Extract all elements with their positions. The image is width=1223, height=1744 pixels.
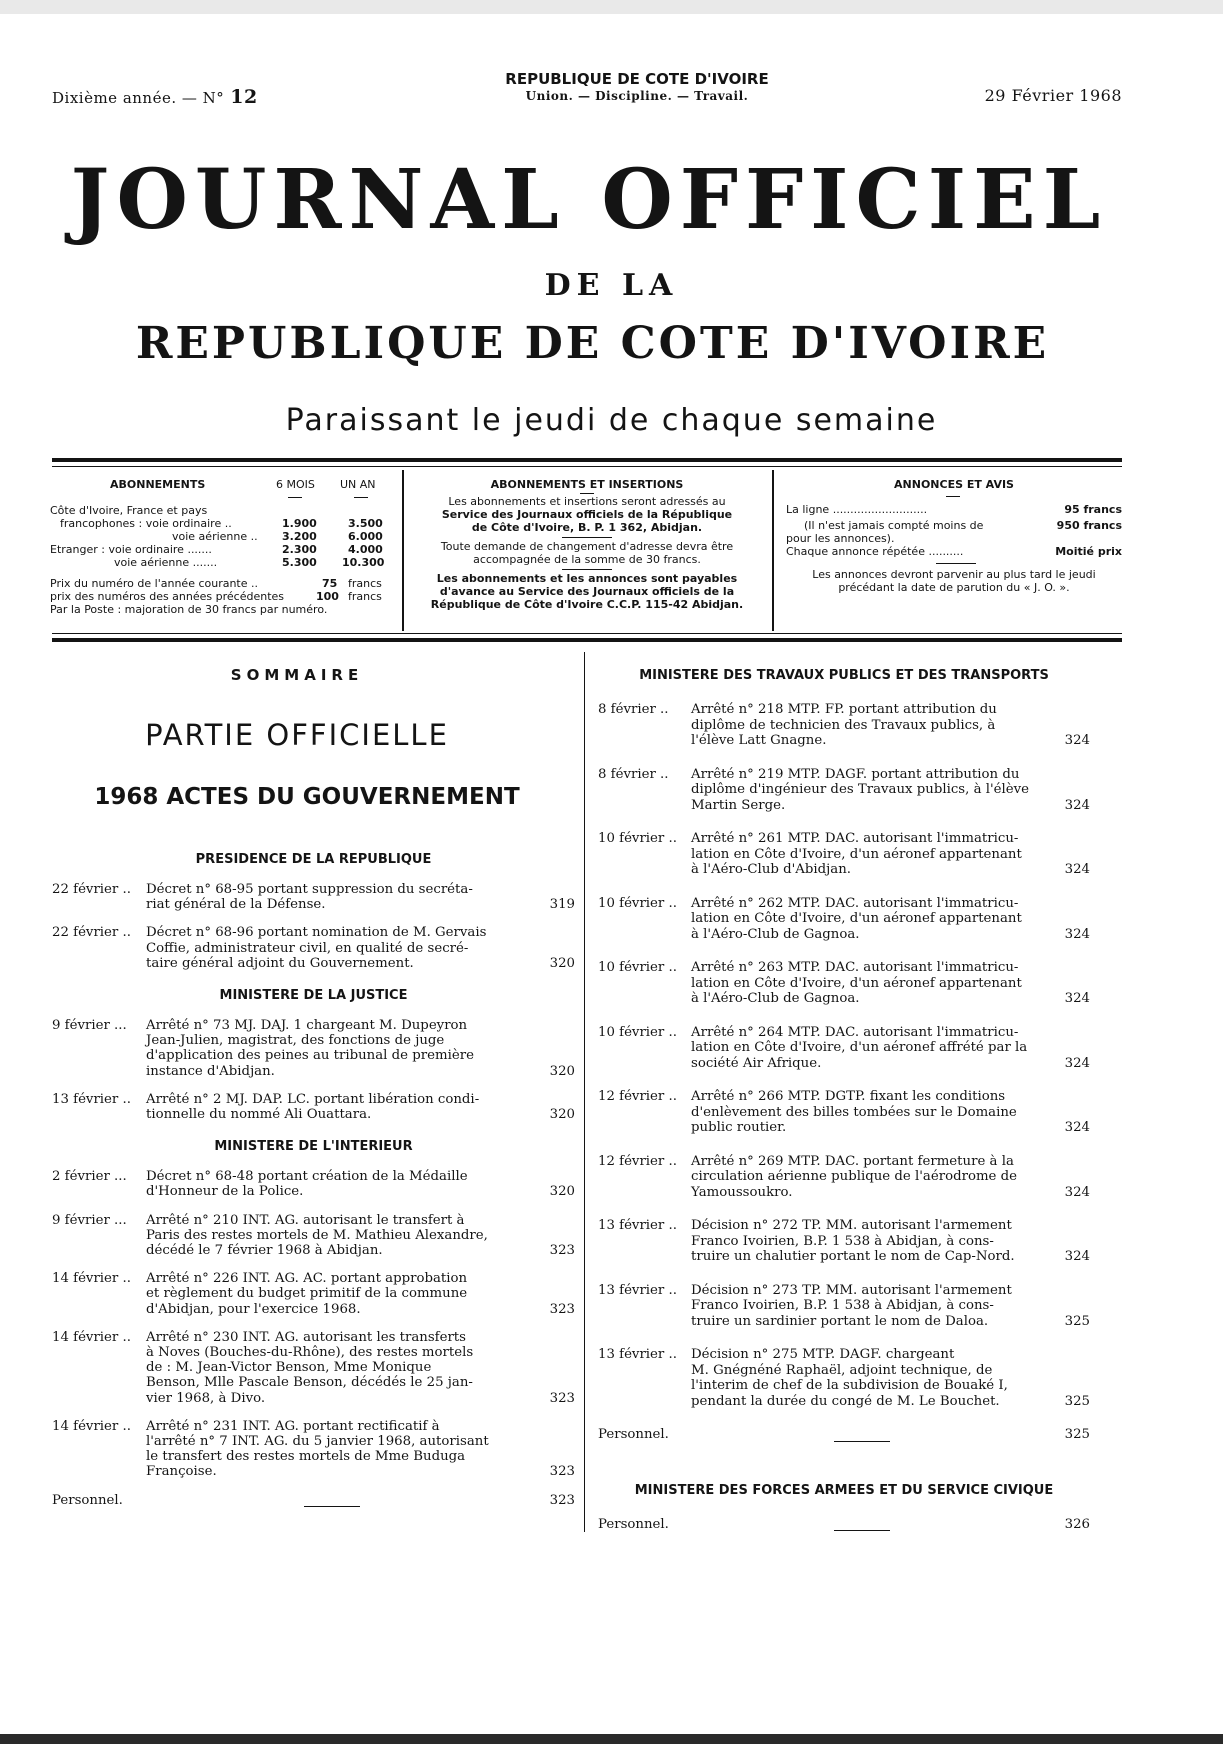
entry-text xyxy=(146,1213,529,1259)
sub-row-six: 5.300 xyxy=(282,556,317,569)
sub-row-six: 2.300 xyxy=(282,543,317,556)
entry-line: diplôme de technicien des Travaux publics, à xyxy=(691,717,996,733)
toc-entry xyxy=(52,1213,575,1259)
personnel-entry xyxy=(598,1427,1090,1443)
entry-page: 320 xyxy=(549,1106,575,1122)
entry-line: société Air Afrique. xyxy=(691,1055,822,1071)
entry-page: 324 xyxy=(1064,926,1090,942)
entry-text xyxy=(691,1218,1044,1265)
section-heading: PRESIDENCE DE LA REPUBLIQUE xyxy=(195,852,432,867)
entry-text xyxy=(691,960,1044,1007)
entry-line: Jean-Julien, magistrat, des fonctions de juge xyxy=(146,1033,445,1049)
deadline-a: Les annonces devront parvenir au plus tard le jeudi xyxy=(812,568,1096,581)
toc-entry xyxy=(598,1089,1090,1136)
entry-date: 10 février .. xyxy=(598,1024,677,1040)
header-line xyxy=(52,70,1122,130)
entry-page: 320 xyxy=(549,1184,575,1200)
entry-text xyxy=(146,925,529,971)
entry-line: truire un chalutier portant le nom de Cap-Nord. xyxy=(691,1249,1015,1264)
entry-line: circulation aérienne publique de l'aérodrome de xyxy=(691,1169,1018,1184)
entry-text xyxy=(691,702,1044,749)
entry-page: 324 xyxy=(1064,1184,1090,1200)
entry-text xyxy=(691,1154,1044,1201)
sub-row-label: voie aérienne .. xyxy=(172,530,258,543)
rule-top-thin xyxy=(52,466,1122,467)
entry-page: 323 xyxy=(549,1464,575,1480)
insertions-p2-a: Toute demande de changement d'adresse devra être xyxy=(440,540,734,553)
entry-page: 323 xyxy=(549,1390,575,1406)
personnel-entry xyxy=(52,1493,575,1508)
toc-entry xyxy=(52,1092,575,1122)
entry-line: Arrêté n° 219 MTP. DAGF. portant attribution du xyxy=(691,766,1020,782)
col-one-year: UN AN xyxy=(340,478,376,491)
personnel-label: Personnel. xyxy=(598,1516,669,1532)
subscriptions-insertions-box xyxy=(412,478,762,611)
entry-line: et règlement du budget primitif de la commune xyxy=(146,1286,468,1302)
entry-page: 324 xyxy=(1064,733,1090,748)
toc-entry xyxy=(598,1154,1090,1201)
journal-title: JOURNAL OFFICIEL xyxy=(70,152,1108,248)
rule-bottom-thin xyxy=(52,633,1122,634)
entry-line: à l'Aéro-Club d'Abidjan. xyxy=(691,862,852,877)
dash xyxy=(834,1530,890,1531)
entry-line: public routier. xyxy=(691,1120,787,1135)
deadline-b: précédant la date de parution du « J. O. ». xyxy=(838,581,1070,594)
official-part-heading: PARTIE OFFICIELLE xyxy=(145,718,449,752)
dash xyxy=(562,569,612,570)
rule-top xyxy=(52,458,1122,462)
entry-line: lation en Côte d'Ivoire, d'un aéronef appartenant xyxy=(691,846,1022,862)
entry-date: 12 février .. xyxy=(598,1089,677,1104)
entry-date: 14 février .. xyxy=(52,1329,131,1345)
box-divider-2 xyxy=(772,470,774,631)
sub-row-label: Côte d'Ivoire, France et pays xyxy=(50,504,208,517)
postal-surcharge: Par la Poste : majoration de 30 francs par numéro. xyxy=(50,603,328,616)
entry-line: Arrêté n° 262 MTP. DAC. autorisant l'immatricu- xyxy=(691,895,1019,911)
entry-line: riat général de la Défense. xyxy=(146,897,326,913)
entry-date: 8 février .. xyxy=(598,766,669,782)
personnel-entry xyxy=(598,1517,1090,1533)
entry-line: Décision n° 272 TP. MM. autorisant l'armement xyxy=(691,1218,1012,1233)
entry-line: Franco Ivoirien, B.P. 1 538 à Abidjan, à cons- xyxy=(691,1233,994,1249)
insertions-p3-b: d'avance au Service des Journaux officiels de la xyxy=(439,585,735,598)
insertions-title: ABONNEMENTS ET INSERTIONS xyxy=(490,478,684,491)
entry-line: lation en Côte d'Ivoire, d'un aéronef affrété par la xyxy=(691,1040,1028,1055)
dash xyxy=(354,497,368,498)
entry-line: tionnelle du nommé Ali Ouattara. xyxy=(146,1106,372,1122)
scan-edge-bottom xyxy=(0,1734,1223,1744)
issue-number-value: 12 xyxy=(230,86,258,108)
section-heading: MINISTERE DE L'INTERIEUR xyxy=(214,1139,413,1155)
header-republic xyxy=(447,70,827,103)
entry-date: 22 février .. xyxy=(52,882,131,897)
toc-entry xyxy=(52,1018,575,1079)
entry-line: taire général adjoint du Gouvernement. xyxy=(146,955,414,971)
entry-line: Arrêté n° 2 MJ. DAP. LC. portant libération condi- xyxy=(146,1091,480,1107)
publication-frequency: Paraissant le jeudi de chaque semaine xyxy=(285,403,938,438)
issue-date: 29 Février 1968 xyxy=(984,86,1122,105)
entry-text xyxy=(146,882,529,912)
entry-date: 13 février .. xyxy=(598,1218,677,1233)
sub-row-one: 6.000 xyxy=(348,530,383,543)
entry-date: 8 février .. xyxy=(598,702,669,717)
entry-line: Arrêté n° 269 MTP. DAC. portant fermeture à la xyxy=(691,1153,1014,1169)
personnel-page: 323 xyxy=(549,1492,575,1508)
sub-row-one: 10.300 xyxy=(342,556,385,569)
section-heading: MINISTERE DE LA JUSTICE xyxy=(219,988,408,1003)
entry-line: Martin Serge. xyxy=(691,797,786,813)
sub-row-six: 3.200 xyxy=(282,530,317,543)
toc-entry xyxy=(598,1025,1090,1072)
entry-date: 14 février .. xyxy=(52,1271,131,1287)
entry-page: 325 xyxy=(1064,1313,1090,1329)
insertions-p1-b: Service des Journaux officiels de la République xyxy=(441,508,733,521)
entry-text xyxy=(691,1025,1044,1072)
column-divider xyxy=(584,652,585,1532)
entry-line: Décret n° 68-95 portant suppression du secréta- xyxy=(146,882,473,897)
entry-text xyxy=(146,1018,529,1079)
entry-line: Arrêté n° 210 INT. AG. autorisant le transfert à xyxy=(146,1212,465,1228)
entry-line: Franco Ivoirien, B.P. 1 538 à Abidjan, à cons- xyxy=(691,1298,994,1313)
entry-date: 13 février .. xyxy=(52,1091,131,1107)
toc-entry xyxy=(52,1330,575,1406)
toc-entry xyxy=(598,1218,1090,1265)
entry-line: Arrêté n° 226 INT. AG. AC. portant approbation xyxy=(146,1271,468,1287)
summary-heading: SOMMAIRE xyxy=(230,666,364,684)
entry-line: Arrêté n° 231 INT. AG. portant rectificatif à xyxy=(146,1418,440,1434)
sub-row-six: 1.900 xyxy=(282,517,317,530)
entry-text xyxy=(146,1419,529,1480)
entry-page: 319 xyxy=(549,897,575,913)
entry-text xyxy=(691,1089,1044,1136)
toc-entry xyxy=(598,831,1090,878)
personnel-page: 325 xyxy=(1064,1427,1090,1442)
title-republic: REPUBLIQUE DE COTE D'IVOIRE xyxy=(135,318,1050,369)
entry-page: 320 xyxy=(549,955,575,971)
entry-text xyxy=(146,1330,529,1406)
entry-line: Yamoussoukro. xyxy=(691,1184,793,1200)
dash xyxy=(580,493,594,494)
announcements-title: ANNONCES ET AVIS xyxy=(894,478,1014,491)
minimum-note-end: pour les annonces). xyxy=(786,532,895,545)
price-unit: francs xyxy=(348,590,382,603)
entry-page: 324 xyxy=(1064,1055,1090,1071)
entry-line: l'élève Latt Gnagne. xyxy=(691,733,827,748)
minimum-note: (Il n'est jamais compté moins de xyxy=(804,519,984,532)
repeat-label: Chaque annonce répétée .......... xyxy=(786,545,964,558)
entry-date: 22 février .. xyxy=(52,925,131,941)
personnel-label: Personnel. xyxy=(598,1427,669,1442)
entry-line: vier 1968, à Divo. xyxy=(146,1390,266,1406)
entry-line: Françoise. xyxy=(146,1464,217,1480)
entry-line: Arrêté n° 263 MTP. DAC. autorisant l'immatricu- xyxy=(691,960,1019,975)
sub-row-label: voie aérienne ....... xyxy=(114,556,218,569)
price-label: Prix du numéro de l'année courante .. xyxy=(50,577,259,590)
entry-line: Arrêté n° 230 INT. AG. autorisant les transferts xyxy=(146,1329,466,1345)
entry-line: de : M. Jean-Victor Benson, Mme Monique xyxy=(146,1360,432,1376)
entry-text xyxy=(691,1347,1044,1409)
insertions-p3-a: Les abonnements et les annonces sont payables xyxy=(436,572,738,585)
entry-page: 323 xyxy=(549,1242,575,1258)
entry-line: Décret n° 68-48 portant création de la Médaille xyxy=(146,1169,468,1185)
dash xyxy=(304,1506,360,1507)
price-value: 100 xyxy=(316,590,339,603)
entry-text xyxy=(146,1169,529,1199)
entry-line: Arrêté n° 261 MTP. DAC. autorisant l'immatricu- xyxy=(691,831,1019,846)
section-heading: MINISTERE DES TRAVAUX PUBLICS ET DES TRANSPORTS xyxy=(639,668,1049,683)
entry-line: M. Gnégnéné Raphaël, adjoint technique, de xyxy=(691,1362,993,1378)
toc-entry xyxy=(598,896,1090,943)
personnel-label: Personnel. xyxy=(52,1492,123,1508)
toc-entry xyxy=(598,702,1090,749)
entry-page: 324 xyxy=(1064,1249,1090,1264)
entry-line: diplôme d'ingénieur des Travaux publics, à l'élève xyxy=(691,782,1029,797)
entry-page: 320 xyxy=(549,1063,575,1079)
dash xyxy=(936,563,976,564)
toc-entry xyxy=(52,882,575,912)
entry-line: d'application des peines au tribunal de première xyxy=(146,1048,474,1064)
price-unit: francs xyxy=(348,577,382,590)
entry-text xyxy=(691,896,1044,943)
entry-date: 2 février ... xyxy=(52,1169,127,1185)
minimum-value: 950 francs xyxy=(1056,519,1122,532)
entry-line: à l'Aéro-Club de Gagnoa. xyxy=(691,926,860,942)
entry-line: truire un sardinier portant le nom de Daloa. xyxy=(691,1313,989,1329)
sub-row-one: 4.000 xyxy=(348,543,383,556)
scan-edge-top xyxy=(0,0,1223,14)
entry-date: 9 février ... xyxy=(52,1018,127,1033)
entry-date: 13 février .. xyxy=(598,1347,677,1362)
entry-line: à l'Aéro-Club de Gagnoa. xyxy=(691,991,860,1006)
entry-line: Décision n° 273 TP. MM. autorisant l'armement xyxy=(691,1282,1012,1298)
entry-page: 324 xyxy=(1064,1120,1090,1135)
entry-line: d'Abidjan, pour l'exercice 1968. xyxy=(146,1301,361,1317)
issue-year-label: Dixième année. — N° xyxy=(52,89,225,107)
entry-date: 12 février .. xyxy=(598,1153,677,1169)
entry-line: d'enlèvement des billes tombées sur le Domaine xyxy=(691,1104,1017,1120)
issue-number xyxy=(52,86,258,108)
toc-entry xyxy=(52,1271,575,1317)
personnel-page: 326 xyxy=(1064,1516,1090,1532)
government-acts-heading: 1968 ACTES DU GOUVERNEMENT xyxy=(94,784,520,810)
entry-line: pendant la durée du congé de M. Le Bouchet. xyxy=(691,1393,1000,1409)
entry-text xyxy=(691,1283,1044,1330)
entry-line: le transfert des restes mortels de Mme Buduga xyxy=(146,1449,466,1465)
entry-page: 324 xyxy=(1064,797,1090,813)
entry-date: 9 février ... xyxy=(52,1212,127,1228)
entry-line: Coffie, administrateur civil, en qualité de secré- xyxy=(146,940,469,956)
entry-line: Arrêté n° 218 MTP. FP. portant attribution du xyxy=(691,702,997,717)
toc-entry xyxy=(52,1419,575,1480)
entry-line: décédé le 7 février 1968 à Abidjan. xyxy=(146,1242,383,1258)
dash xyxy=(288,497,302,498)
price-label: prix des numéros des années précédentes xyxy=(50,590,285,603)
entry-text xyxy=(146,1271,529,1317)
entry-line: Décret n° 68-96 portant nomination de M. Gervais xyxy=(146,925,487,941)
entry-date: 10 février .. xyxy=(598,895,677,911)
insertions-p1-c: de Côte d'Ivoire, B. P. 1 362, Abidjan. xyxy=(471,521,703,534)
toc-entry xyxy=(598,767,1090,814)
entry-line: Paris des restes mortels de M. Mathieu Alexandre, xyxy=(146,1227,488,1243)
entry-line: Arrêté n° 264 MTP. DAC. autorisant l'immatricu- xyxy=(691,1024,1019,1040)
insertions-p1-a: Les abonnements et insertions seront adressés au xyxy=(448,495,726,508)
republic-name-small: REPUBLIQUE DE COTE D'IVOIRE xyxy=(505,70,769,88)
insertions-p2-b: accompagnée de la somme de 30 francs. xyxy=(473,553,701,566)
title-de-la: DE LA xyxy=(544,268,679,303)
dash xyxy=(834,1441,890,1442)
rule-bottom xyxy=(52,638,1122,642)
sub-row-label: Etranger : voie ordinaire ....... xyxy=(50,543,212,556)
entry-date: 10 février .. xyxy=(598,960,677,975)
entry-page: 325 xyxy=(1064,1393,1090,1409)
subscriptions-box xyxy=(50,478,395,616)
toc-entry xyxy=(598,1347,1090,1409)
entry-date: 10 février .. xyxy=(598,831,677,846)
repeat-value: Moitié prix xyxy=(1055,545,1122,558)
entry-line: l'arrêté n° 7 INT. AG. du 5 janvier 1968, autorisant xyxy=(146,1433,489,1449)
insertions-p3-c: République de Côte d'Ivoire C.C.P. 115-42 Abidjan. xyxy=(430,598,744,611)
line-rate-value: 95 francs xyxy=(1064,503,1122,516)
price-value: 75 xyxy=(322,577,338,590)
entry-line: Décision n° 275 MTP. DAGF. chargeant xyxy=(691,1347,955,1362)
toc-entry xyxy=(52,1169,575,1199)
dash xyxy=(946,496,960,497)
entry-date: 14 février .. xyxy=(52,1418,131,1434)
entry-line: l'interim de chef de la subdivision de Bouaké I, xyxy=(691,1378,1008,1393)
entry-page: 323 xyxy=(549,1301,575,1317)
entry-page: 324 xyxy=(1064,862,1090,877)
sub-row-one: 3.500 xyxy=(348,517,383,530)
section-heading: MINISTERE DES FORCES ARMEES ET DU SERVICE CIVIQUE xyxy=(634,1482,1054,1498)
entry-text xyxy=(691,831,1044,878)
entry-line: Benson, Mlle Pascale Benson, décédés le 25 jan- xyxy=(146,1375,473,1391)
entry-line: Arrêté n° 73 MJ. DAJ. 1 chargeant M. Dupeyron xyxy=(146,1018,468,1033)
entry-date: 13 février .. xyxy=(598,1282,677,1298)
entry-text xyxy=(691,767,1044,814)
entry-line: à Noves (Bouches-du-Rhône), des restes mortels xyxy=(146,1344,474,1360)
entry-line: lation en Côte d'Ivoire, d'un aéronef appartenant xyxy=(691,975,1022,991)
col-six-months: 6 MOIS xyxy=(276,478,315,491)
box-divider-1 xyxy=(402,470,404,631)
entry-page: 324 xyxy=(1064,991,1090,1006)
sub-row-label: francophones : voie ordinaire .. xyxy=(60,517,232,530)
toc-entry xyxy=(598,960,1090,1007)
toc-entry xyxy=(598,1283,1090,1330)
entry-text xyxy=(146,1092,529,1122)
national-motto: Union. — Discipline. — Travail. xyxy=(525,89,749,103)
dash xyxy=(562,537,612,538)
toc-entry xyxy=(52,925,575,971)
entry-line: Arrêté n° 266 MTP. DGTP. fixant les conditions xyxy=(691,1089,1006,1104)
entry-line: instance d'Abidjan. xyxy=(146,1063,275,1079)
entry-line: lation en Côte d'Ivoire, d'un aéronef appartenant xyxy=(691,911,1022,926)
line-rate-label: La ligne ........................... xyxy=(786,503,928,516)
subscriptions-title: ABONNEMENTS xyxy=(110,478,206,491)
announcements-box xyxy=(786,478,1122,594)
entry-line: d'Honneur de la Police. xyxy=(146,1184,304,1200)
